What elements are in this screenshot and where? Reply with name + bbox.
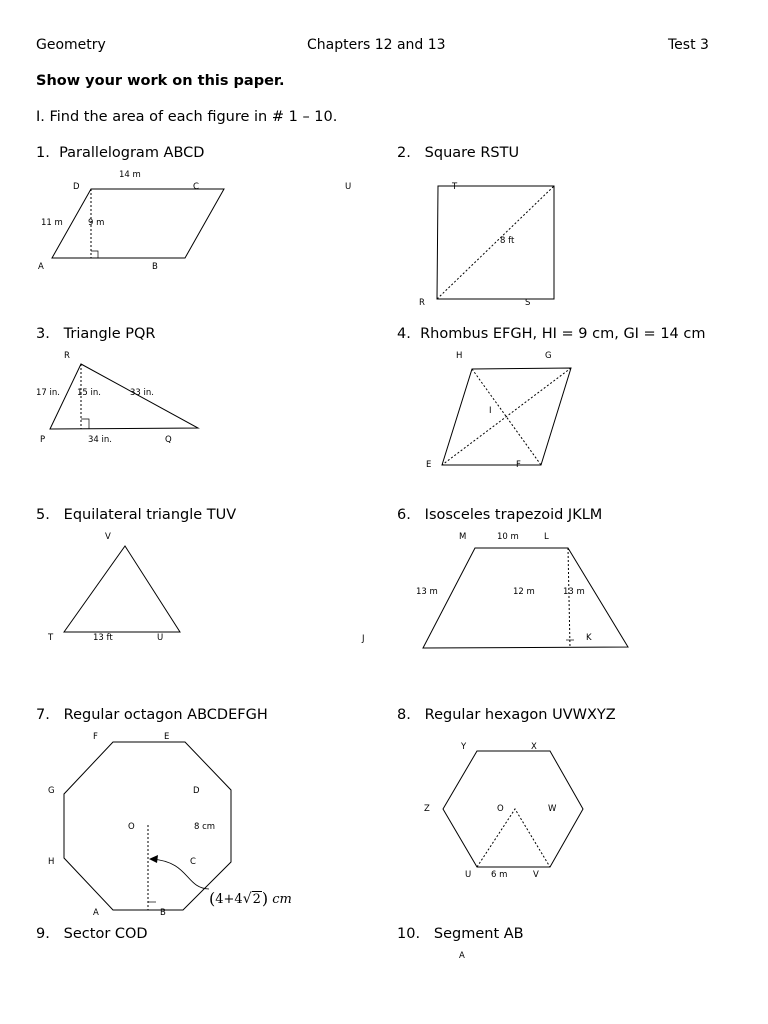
p2-label-T: T — [452, 182, 458, 192]
p1-label-D: D — [73, 182, 80, 192]
problem-4-title: 4. Rhombus EFGH, HI = 9 cm, GI = 14 cm — [397, 326, 706, 342]
parallelogram-figure — [52, 189, 224, 258]
p7-label-H: H — [48, 857, 55, 867]
p4-label-I: I — [489, 406, 492, 416]
p3-label-R: R — [64, 351, 70, 361]
trapezoid-figure — [423, 548, 628, 648]
p3-label-left: 17 in. — [36, 388, 60, 398]
p6-label-J: J — [362, 634, 365, 644]
p3-label-P: P — [40, 435, 46, 445]
problem-7-title: 7. Regular octagon ABCDEFGH — [36, 707, 268, 723]
p1-label-side: 11 m — [41, 218, 63, 228]
p6-label-right: 13 m — [563, 587, 585, 597]
p6-label-M: M — [459, 532, 467, 542]
p8-label-Y: Y — [461, 742, 467, 752]
hexagon-figure — [443, 751, 583, 867]
p7-label-E: E — [164, 732, 170, 742]
p6-label-K: K — [586, 633, 592, 643]
problem-10-title: 10. Segment AB — [397, 926, 524, 942]
p5-label-V: V — [105, 532, 111, 542]
p7-apothem-label: (4+4√2) cm — [209, 889, 292, 908]
problem-6-title: 6. Isosceles trapezoid JKLM — [397, 507, 603, 523]
p7-label-B: B — [160, 908, 166, 918]
equilateral-triangle-figure — [64, 546, 180, 632]
p3-label-height: 15 in. — [77, 388, 101, 398]
problem-5-title: 5. Equilateral triangle TUV — [36, 507, 237, 523]
p2-label-U: U — [345, 182, 352, 192]
p7-label-G: G — [48, 786, 55, 796]
p7-label-F: F — [93, 732, 98, 742]
p2-label-diag: 8 ft — [500, 236, 515, 246]
header-chapters: Chapters 12 and 13 — [307, 37, 446, 53]
p3-label-right: 33 in. — [130, 388, 154, 398]
p2-label-S: S — [525, 298, 531, 308]
p8-label-U: U — [465, 870, 472, 880]
section-heading: I. Find the area of each figure in # 1 – 10. — [36, 109, 338, 125]
triangle-pqr-figure — [50, 364, 198, 429]
p7-label-D: D — [193, 786, 200, 796]
problem-8-title: 8. Regular hexagon UVWXYZ — [397, 707, 616, 723]
p6-label-top: 10 m — [497, 532, 519, 542]
p5-label-side: 13 ft — [93, 633, 113, 643]
p4-label-H: H — [456, 351, 463, 361]
p8-label-X: X — [531, 742, 537, 752]
square-figure — [437, 186, 554, 299]
problem-9-title: 9. Sector COD — [36, 926, 148, 942]
p7-label-side: 8 cm — [194, 822, 216, 832]
p1-label-A: A — [38, 262, 44, 272]
p4-label-F: F — [516, 460, 521, 470]
p6-label-height: 12 m — [513, 587, 535, 597]
problem-3-title: 3. Triangle PQR — [36, 326, 156, 342]
p7-label-O: O — [128, 822, 135, 832]
rhombus-figure — [442, 368, 571, 465]
p4-label-G: G — [545, 351, 552, 361]
p5-label-T: T — [48, 633, 54, 643]
p5-label-U: U — [157, 633, 164, 643]
p1-label-C: C — [193, 182, 199, 192]
p8-label-side: 6 m — [491, 870, 508, 880]
p3-label-Q: Q — [165, 435, 172, 445]
p10-label-A: A — [459, 951, 465, 961]
p7-label-A: A — [93, 908, 99, 918]
instructions: Show your work on this paper. — [36, 73, 285, 89]
p7-label-C: C — [190, 857, 196, 867]
p1-label-B: B — [152, 262, 158, 272]
p8-label-W: W — [548, 804, 557, 814]
header-subject: Geometry — [36, 37, 106, 53]
problem-1-title: 1. Parallelogram ABCD — [36, 145, 205, 161]
p1-label-top: 14 m — [119, 170, 141, 180]
problem-2-title: 2. Square RSTU — [397, 145, 520, 161]
p1-label-height: 9 m — [88, 218, 105, 228]
p3-label-base: 34 in. — [88, 435, 112, 445]
p8-label-Z: Z — [424, 804, 430, 814]
p4-label-E: E — [426, 460, 432, 470]
p2-label-R: R — [419, 298, 425, 308]
p8-label-V: V — [533, 870, 539, 880]
p6-label-left: 13 m — [416, 587, 438, 597]
p8-label-O: O — [497, 804, 504, 814]
p6-label-L: L — [544, 532, 549, 542]
header-test: Test 3 — [668, 37, 709, 53]
